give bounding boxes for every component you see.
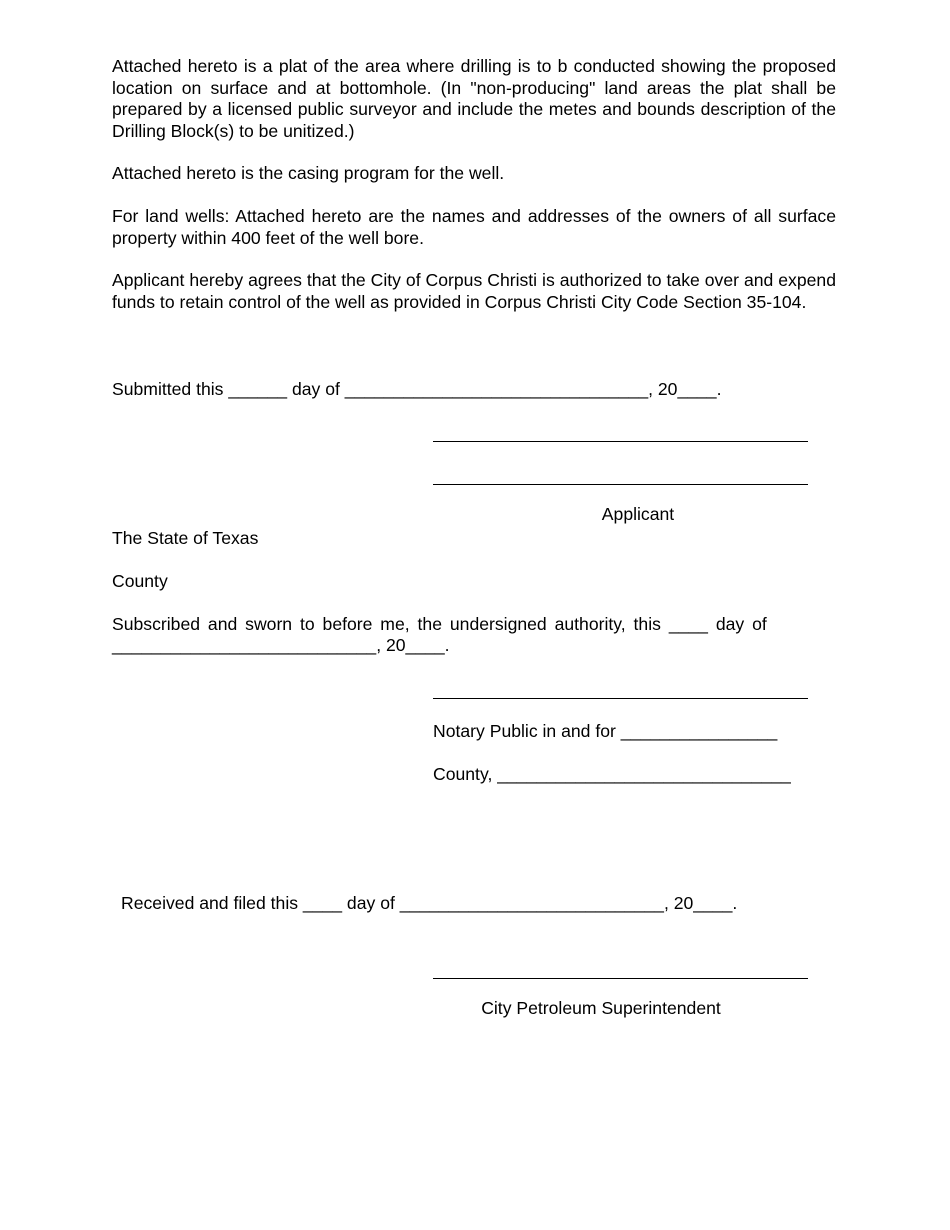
sworn-statement-line1: Subscribed and sworn to before me, the undersigned authority, this ____ day of bbox=[112, 614, 767, 634]
land-wells-paragraph: For land wells: Attached hereto are the names and addresses of the owners of all surface property within 400 feet of the well bore. bbox=[112, 206, 836, 248]
received-filed-line: Received and filed this ____ day of ___________________________, 20____. bbox=[121, 893, 738, 913]
state-label: The State of Texas bbox=[112, 528, 259, 548]
county-label: County bbox=[112, 571, 168, 591]
notary-signature-line bbox=[433, 698, 808, 699]
sworn-statement-line2: ___________________________, 20____. bbox=[112, 635, 450, 655]
plat-paragraph: Attached hereto is a plat of the area where drilling is to b conducted showing the proposed location on surface and at bottomhole. (In "non-producing" land areas the plat shall be prepared by a licensed public surveyor and include the metes and bounds description of the Drilling Block(s) to be unitized.) bbox=[112, 56, 836, 141]
superintendent-label: City Petroleum Superintendent bbox=[481, 997, 721, 1018]
notary-public-line: Notary Public in and for ________________ bbox=[433, 721, 778, 741]
agreement-paragraph: Applicant hereby agrees that the City of Corpus Christi is authorized to take over and expend funds to retain control of the well as provided in Corpus Christi City Code Section 35-104. bbox=[112, 270, 836, 312]
superintendent-signature-line bbox=[433, 978, 808, 979]
submitted-date-line: Submitted this ______ day of _______________________________, 20____. bbox=[112, 379, 722, 399]
signature-line-2 bbox=[433, 484, 808, 485]
notary-county-line: County, ______________________________ bbox=[433, 764, 791, 784]
signature-line-1 bbox=[433, 441, 808, 442]
applicant-label: Applicant bbox=[601, 503, 675, 524]
casing-paragraph: Attached hereto is the casing program for the well. bbox=[112, 163, 505, 183]
